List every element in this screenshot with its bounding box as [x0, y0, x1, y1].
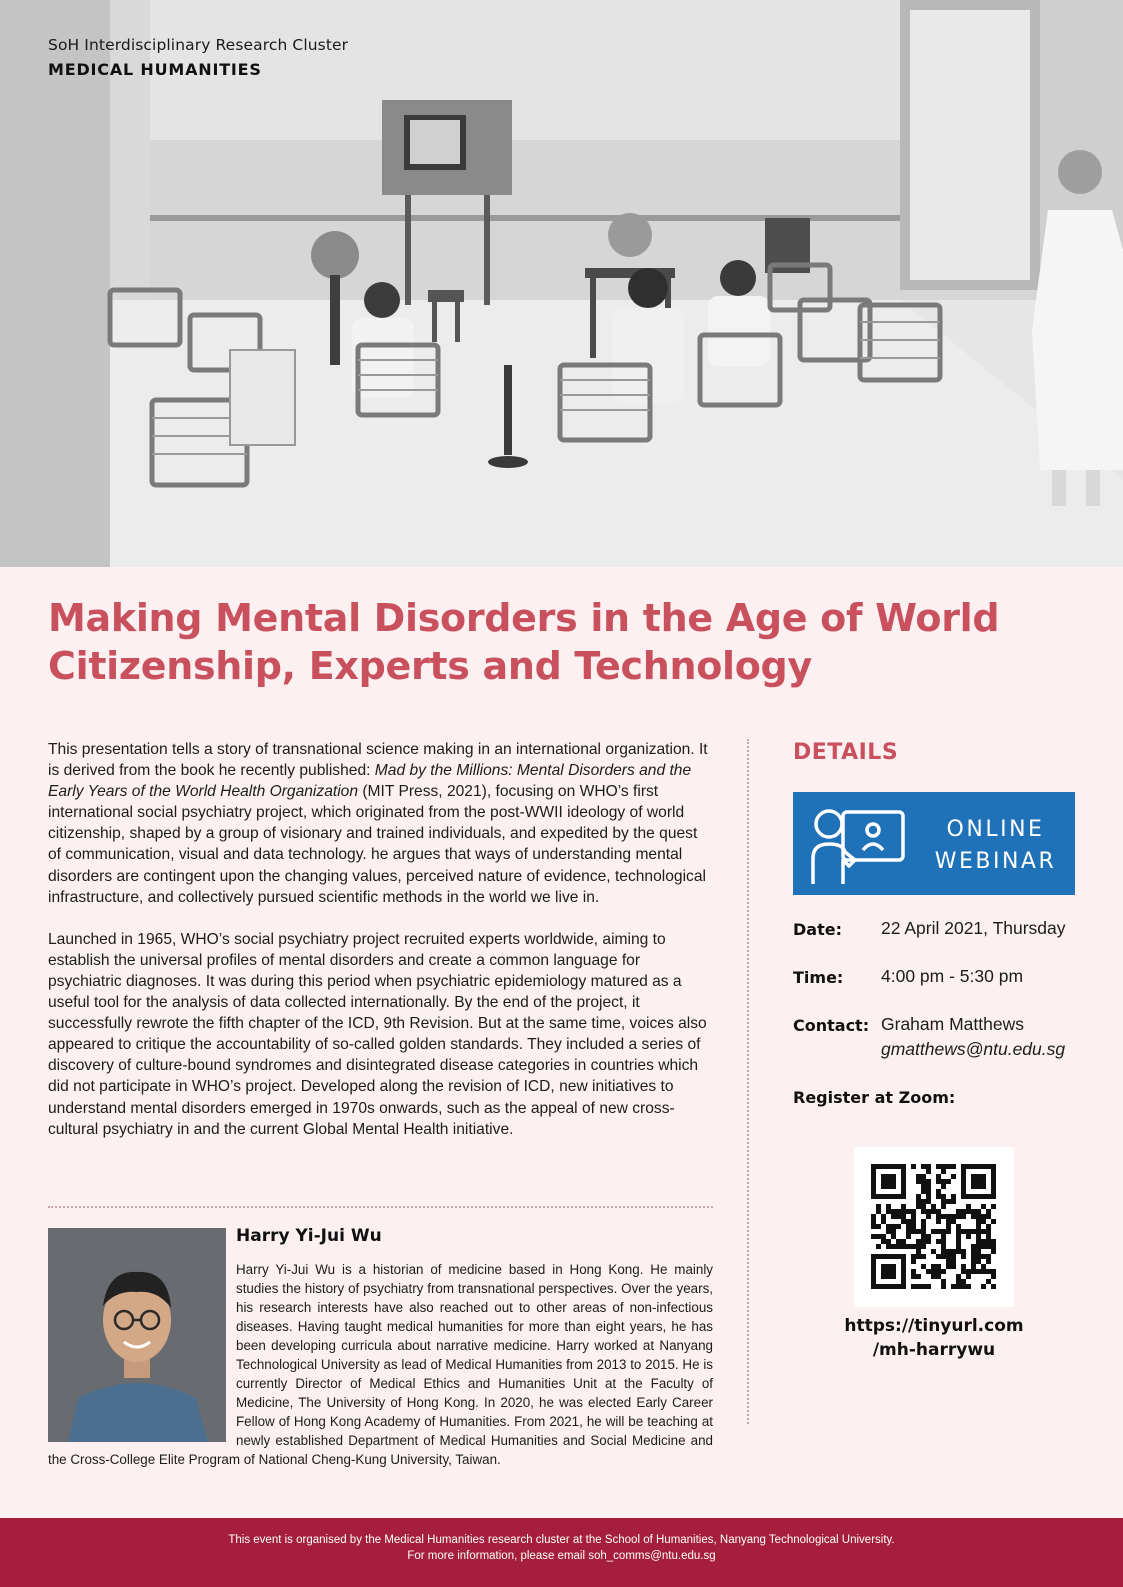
presenter-screen-icon — [809, 802, 909, 886]
speaker-name: Harry Yi-Jui Wu — [236, 1226, 382, 1246]
column-divider — [747, 739, 749, 1424]
abstract-paragraph-2: Launched in 1965, WHO’s social psychiatry project recruited experts worldwide, aiming to establish the universal profiles of mental disorders and create a common language for psychiatric diagnoses. It was during this period when psychiatric epidemiology matured as a useful tool for the analysis of data collected internationally. By the end of the project, it successfully rewrote the fifth chapter of the ICD, 9th Revision. But at the same time, voices also appeared to critique the accountability of so-called golden standards. They included a series of discovery of culture-bound syndromes and disintegrated disease categories in countries which did not participate in WHO’s project. Developed along the revision of ICD, new initiatives to understand mental disorders emerged in 1970s onwards, such as the appeal of new cross-cultural psychiatry in and the current Global Mental Health initiative. — [48, 930, 707, 1138]
webinar-text — [923, 814, 1068, 878]
qr-code[interactable] — [854, 1147, 1014, 1307]
speaker-bio-text: Harry Yi-Jui Wu is a historian of medicine based in Hong Kong. He mainly studies the history of psychiatry from transnational perspectives. Over the years, his research interests have also reached out to other areas of non-infectious diseases. Having taught medical humanities for more than eight years, he has been developing curricula about narrative medicine. Harry worked at Nanyang Technological University as lead of Medical Humanities from 2013 to 2015. He is currently Director of Medical Ethics and Humanities Unit at the Faculty of Medicine, The University of Hong Kong. In 2020, he was elected Early Career Fellow of Hong Kong Academy of Humanities. From 2021, he will be teaching at newly established Department of Medical Humanities and Social Medicine and the Cross-College Elite Program of National Cheng-Kung University, Taiwan. — [48, 1262, 713, 1467]
book-title: Mad by the Millions: Mental Disorders and the Early Years of the World Health Organization — [48, 762, 692, 801]
webinar-line-1: ONLINE — [946, 817, 1045, 842]
zoom-register-link[interactable] — [830, 1314, 1038, 1362]
event-title-line-1: Making Mental Disorders in the Age of World — [48, 596, 1000, 640]
abstract-p1-rest: (MIT Press, 2021), focusing on WHO’s first international social psychiatry project, which originated from the post-WWII ideology of world citizenship, shaped by a group of visionary and trained individuals, and expedited by the quest of communication, visual and data technology. he argues that ways of understanding mental disorders are contingent upon the changing values, perceived nature of evidence, technological infrastructure, and collectively pursued scientific methods in the world we live in. — [48, 783, 706, 906]
speaker-bio — [48, 1260, 713, 1469]
hero-photo-illustration — [0, 0, 1123, 567]
hero-photo — [0, 0, 1123, 567]
contact-label: Contact: — [793, 1016, 870, 1035]
footer-line-2[interactable]: For more information, please email soh_comms@ntu.edu.sg — [407, 1550, 716, 1562]
contact-email[interactable]: gmatthews@ntu.edu.sg — [881, 1039, 1066, 1059]
zoom-url-line-2: /mh-harrywu — [872, 1340, 996, 1360]
cluster-subtitle: SoH Interdisciplinary Research Cluster — [48, 36, 349, 54]
date-label: Date: — [793, 920, 842, 939]
footer — [0, 1518, 1123, 1587]
abstract — [48, 739, 713, 1161]
details-heading: DETAILS — [793, 740, 899, 765]
time-value: 4:00 pm - 5:30 pm — [881, 966, 1024, 986]
online-webinar-badge — [793, 792, 1075, 895]
abstract-p1-intro: This presentation tells a story of transnational science making in an international organization. It is derived from the book he recently published: — [48, 741, 708, 780]
contact-name: Graham Matthews — [881, 1014, 1024, 1034]
footer-line-1: This event is organised by the Medical Humanities research cluster at the School of Humanities, Nanyang Technological University. — [228, 1534, 895, 1546]
cluster-name: MEDICAL HUMANITIES — [48, 60, 262, 79]
abstract-paragraph-1 — [48, 739, 713, 908]
section-divider — [48, 1206, 713, 1208]
date-value: 22 April 2021, Thursday — [881, 918, 1066, 938]
time-label: Time: — [793, 968, 844, 987]
event-title — [48, 594, 1048, 690]
register-label: Register at Zoom: — [793, 1088, 956, 1107]
webinar-line-2: WEBINAR — [934, 849, 1057, 874]
event-title-line-2: Citizenship, Experts and Technology — [48, 644, 812, 688]
qr-code-pattern — [854, 1147, 1014, 1307]
zoom-url-line-1: https://tinyurl.com — [844, 1316, 1024, 1336]
